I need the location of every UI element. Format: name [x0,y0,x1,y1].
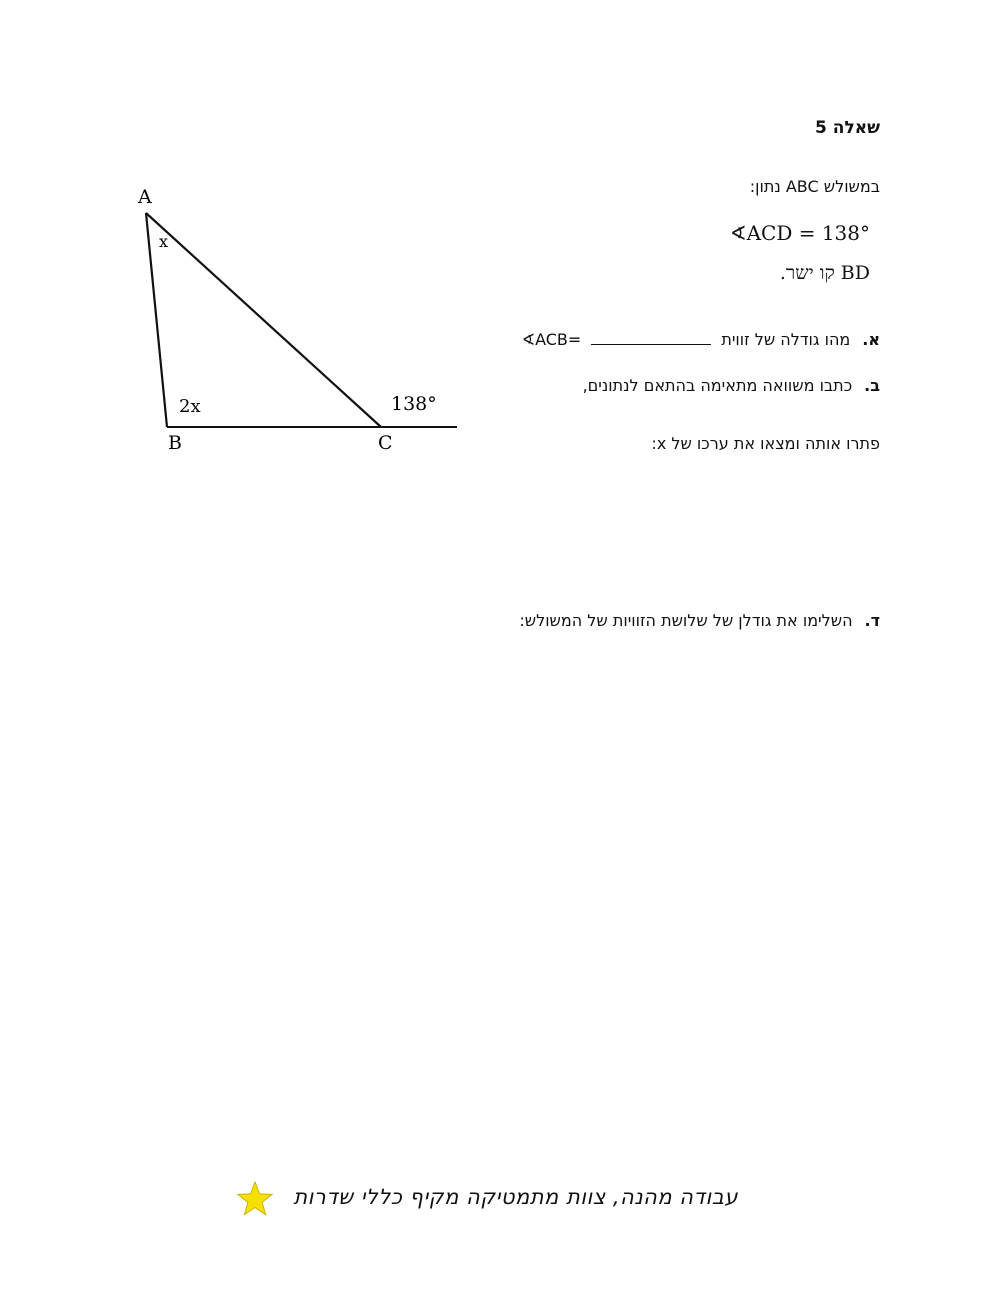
question-a [522,330,880,349]
given-angle: ∢ACD = 138° [729,221,870,245]
angle-a-label: x [159,232,169,251]
given-line: BD קו ישר. [779,262,870,284]
question-a-letter: א. [862,330,880,349]
star-icon [236,1180,274,1218]
question-a-answer-label: ∢ACB= [521,330,582,349]
vertex-c-label: C [378,432,393,454]
angle-c-label: 138° [391,393,437,415]
question-a-text: מהו גודלה של זווית [721,330,851,349]
vertex-a-label: A [138,186,152,208]
question-d-text: השלימו את גודלן של שלושת הזוויות של המשולש: [519,611,853,630]
question-b-letter: ב. [864,376,880,395]
question-d [519,611,880,630]
question-b-text2: פתרו אותה ומצאו את ערכו של x: [651,434,880,453]
angle-b-label: 2x [179,396,201,417]
side-ac [146,213,381,427]
question-title: שאלה 5 [815,118,880,138]
given-intro: במשולש ABC נתון: [749,177,880,196]
question-d-letter: ד. [864,611,880,630]
vertex-b-label: B [168,432,182,454]
question-b-text: כתבו משוואה מתאימה בהתאם לנתונים, [582,376,853,395]
triangle-diagram [125,180,465,460]
footer-text: עבודה מהנה, צוות מתמטיקה מקיף כללי שדרות [293,1185,738,1209]
question-b [583,376,880,395]
answer-blank[interactable] [591,330,711,345]
